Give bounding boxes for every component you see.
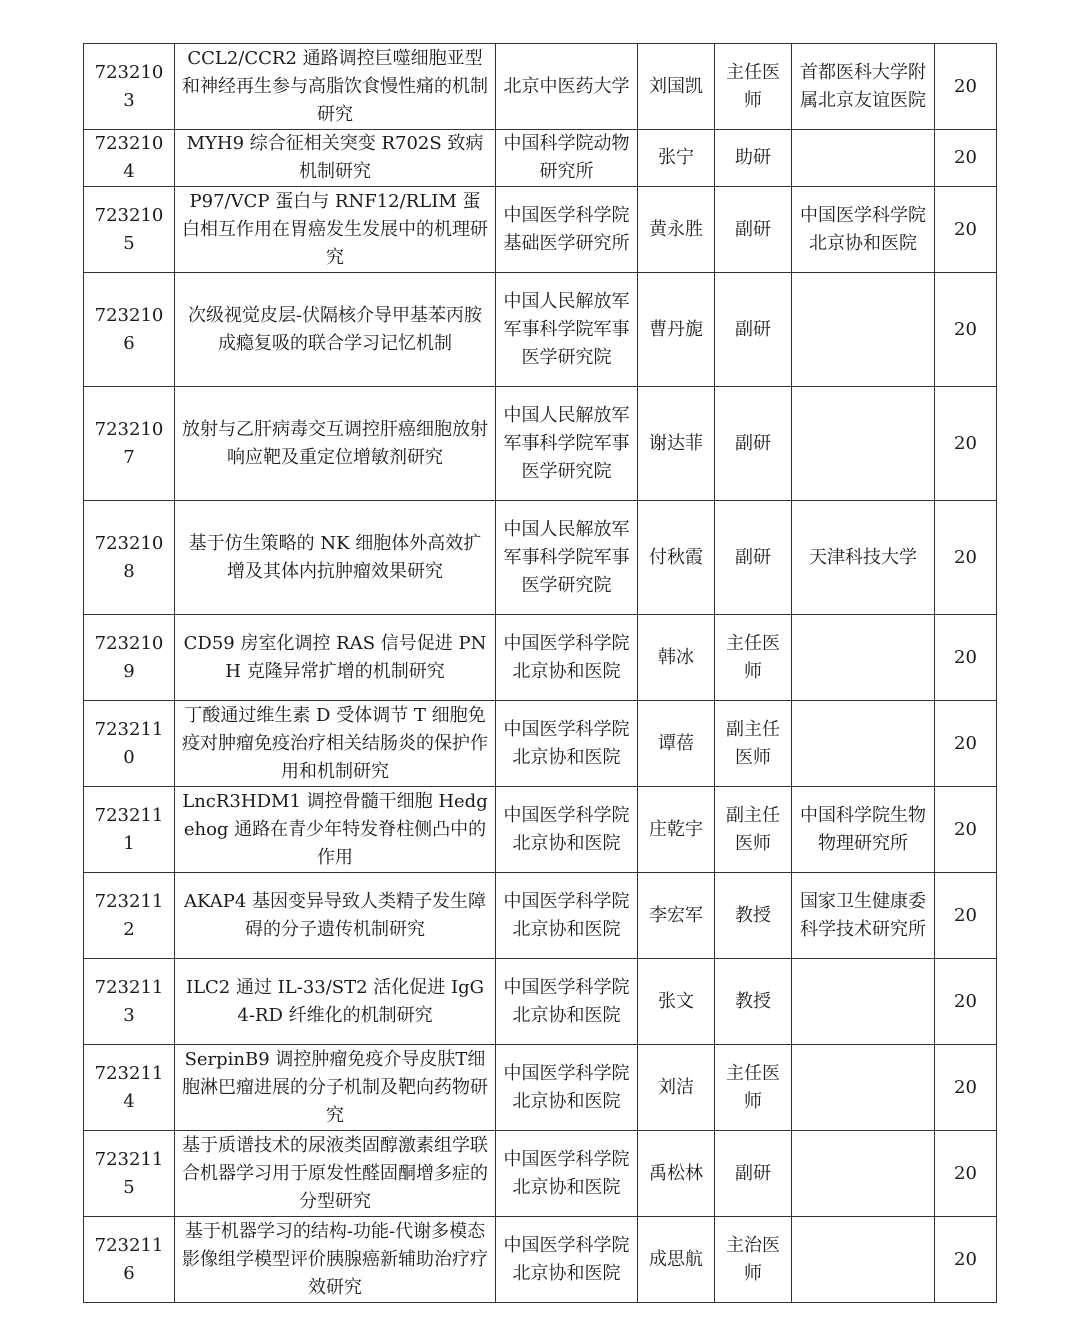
project-id-cell [84,387,175,501]
project-title-cell [175,1131,496,1217]
project-id-cell [84,187,175,273]
job-title: 副研 [735,1162,771,1184]
project-title: LncR3HDM1 调控骨髓干细胞 Hedgehog 通路在青少年特发脊柱侧凸中的作用 [182,790,488,868]
job-title-cell [715,701,792,787]
principal-investigator: 张宁 [658,147,694,168]
project-id: 7232105 [94,204,164,254]
table-row [84,701,997,787]
principal-investigator: 李宏军 [649,904,703,926]
funding-amount: 20 [954,646,977,668]
job-title-cell [715,873,792,959]
job-title: 主任医师 [726,61,780,111]
principal-investigator: 曹丹旎 [649,318,703,340]
institution-cell [496,959,638,1045]
institution: 中国医学科学院基础医学研究所 [503,204,630,254]
project-id-cell [84,44,175,130]
partner-institution-cell [792,387,935,501]
project-title-cell [175,273,496,387]
funding-amount: 20 [954,1162,977,1184]
institution: 中国人民解放军军事科学院军事医学研究院 [503,518,630,596]
partner-institution-cell [792,1045,935,1131]
funding-amount-cell [935,1217,997,1303]
table-row [84,187,997,273]
funding-amount: 20 [954,904,977,926]
project-title: ILC2 通过 IL-33/ST2 活化促进 IgG4-RD 纤维化的机制研究 [185,976,485,1026]
funding-amount: 20 [954,218,977,240]
project-id-cell [84,130,175,187]
project-id-cell [84,701,175,787]
principal-investigator-cell [638,1045,715,1131]
table-row [84,787,997,873]
funding-amount: 20 [954,432,977,454]
principal-investigator-cell [638,787,715,873]
job-title-cell [715,187,792,273]
job-title: 主治医师 [726,1234,780,1284]
partner-institution-cell [792,787,935,873]
funding-amount-cell [935,187,997,273]
job-title-cell [715,273,792,387]
principal-investigator: 黄永胜 [649,218,703,240]
funding-amount-cell [935,44,997,130]
job-title: 教授 [735,990,771,1012]
funding-amount: 20 [954,318,977,340]
table-body [84,44,997,1303]
funding-amount-cell [935,273,997,387]
principal-investigator: 刘洁 [658,1076,694,1098]
institution-cell [496,873,638,959]
institution: 中国人民解放军军事科学院军事医学研究院 [503,290,630,368]
funding-amount: 20 [954,147,977,168]
project-id: 7232112 [94,890,164,940]
project-id: 7232111 [94,804,164,854]
job-title-cell [715,615,792,701]
job-title: 副主任医师 [726,804,780,854]
institution-cell [496,1131,638,1217]
project-id: 7232115 [94,1148,164,1198]
funding-amount: 20 [954,75,977,97]
project-title-cell [175,873,496,959]
funding-amount-cell [935,1131,997,1217]
funding-amount: 20 [954,1076,977,1098]
funding-amount-cell [935,701,997,787]
institution-cell [496,701,638,787]
project-id: 7232108 [94,532,164,582]
job-title: 教授 [735,904,771,926]
institution-cell [496,787,638,873]
principal-investigator: 张文 [658,990,694,1012]
funding-amount: 20 [954,546,977,568]
project-title: 基于仿生策略的 NK 细胞体外高效扩增及其体内抗肿瘤效果研究 [188,532,482,582]
job-title: 主任医师 [726,1062,780,1112]
institution: 北京中医药大学 [503,75,630,97]
project-title-cell [175,615,496,701]
institution-cell [496,387,638,501]
funding-amount-cell [935,387,997,501]
institution: 中国人民解放军军事科学院军事医学研究院 [503,404,630,482]
project-id: 7232106 [94,304,164,354]
project-title-cell [175,1045,496,1131]
principal-investigator-cell [638,501,715,615]
table-row [84,1045,997,1131]
partner-institution-cell [792,273,935,387]
job-title-cell [715,130,792,187]
project-title: AKAP4 基因变异导致人类精子发生障碍的分子遗传机制研究 [184,890,486,940]
institution: 中国医学科学院北京协和医院 [503,1234,630,1284]
project-title-cell [175,130,496,187]
funding-amount: 20 [954,1248,977,1270]
partner-institution-cell [792,44,935,130]
institution: 中国医学科学院北京协和医院 [503,1148,630,1198]
partner-institution-cell [792,615,935,701]
institution-cell [496,1045,638,1131]
project-id: 7232103 [94,61,164,111]
project-id-cell [84,501,175,615]
job-title-cell [715,387,792,501]
partner-institution-cell [792,873,935,959]
project-id-cell [84,787,175,873]
project-id: 7232113 [94,976,164,1026]
project-title-cell [175,787,496,873]
principal-investigator-cell [638,1217,715,1303]
principal-investigator: 谢达菲 [649,432,703,454]
project-title-cell [175,44,496,130]
project-title: 丁酸通过维生素 D 受体调节 T 细胞免疫对肿瘤免疫治疗相关结肠炎的保护作用和机制研究 [182,704,488,782]
job-title-cell [715,44,792,130]
project-id: 7232116 [94,1234,164,1284]
project-title: 基于质谱技术的尿液类固醇激素组学联合机器学习用于原发性醛固酮增多症的分型研究 [182,1134,488,1212]
table-row [84,273,997,387]
project-title: 次级视觉皮层-伏隔核介导甲基苯丙胺成瘾复吸的联合学习记忆机制 [187,304,483,354]
project-title-cell [175,501,496,615]
job-title: 副研 [735,318,771,340]
partner-institution: 中国医学科学院北京协和医院 [800,204,926,254]
principal-investigator: 韩冰 [658,646,694,668]
job-title-cell [715,787,792,873]
table-row [84,130,997,187]
table-row [84,1217,997,1303]
job-title: 副研 [735,218,771,240]
project-id-cell [84,1045,175,1131]
institution: 中国医学科学院北京协和医院 [503,718,630,768]
project-id: 7232107 [94,418,164,468]
project-id-cell [84,615,175,701]
project-id-cell [84,1131,175,1217]
institution: 中国医学科学院北京协和医院 [503,804,630,854]
partner-institution-cell [792,1217,935,1303]
project-id-cell [84,959,175,1045]
project-id: 7232104 [94,133,164,182]
institution: 中国医学科学院北京协和医院 [503,890,630,940]
funding-amount: 20 [954,990,977,1012]
project-title: MYH9 综合征相关突变 R702S 致病机制研究 [186,133,484,182]
project-title-cell [175,1217,496,1303]
project-title-cell [175,387,496,501]
table-row [84,615,997,701]
institution-cell [496,273,638,387]
institution-cell [496,615,638,701]
project-id: 7232114 [94,1062,164,1112]
partner-institution-cell [792,130,935,187]
principal-investigator-cell [638,873,715,959]
project-id-cell [84,1217,175,1303]
job-title: 副研 [735,546,771,568]
funding-amount-cell [935,130,997,187]
principal-investigator-cell [638,701,715,787]
project-id-cell [84,873,175,959]
funding-amount-cell [935,959,997,1045]
job-title-cell [715,1045,792,1131]
job-title: 主任医师 [726,632,780,682]
table-row [84,959,997,1045]
project-id-cell [84,273,175,387]
project-id: 7232110 [94,718,164,768]
institution-cell [496,187,638,273]
institution-cell [496,44,638,130]
job-title: 副主任医师 [726,718,780,768]
job-title: 助研 [735,147,771,168]
project-title: 放射与乙肝病毒交互调控肝癌细胞放射响应靶及重定位增敏剂研究 [182,418,488,468]
partner-institution-cell [792,187,935,273]
principal-investigator: 谭蓓 [658,732,694,754]
project-title: CD59 房室化调控 RAS 信号促进 PNH 克隆异常扩增的机制研究 [183,632,487,682]
project-title-cell [175,187,496,273]
principal-investigator: 庄乾宇 [649,818,703,840]
institution: 中国科学院动物研究所 [503,133,630,182]
institution-cell [496,501,638,615]
principal-investigator-cell [638,1131,715,1217]
partner-institution: 天津科技大学 [809,546,917,568]
partner-institution: 中国科学院生物物理研究所 [800,804,926,854]
principal-investigator-cell [638,387,715,501]
funding-amount: 20 [954,818,977,840]
project-title-cell [175,959,496,1045]
table-row [84,1131,997,1217]
project-title-cell [175,701,496,787]
table-row [84,44,997,130]
project-title: CCL2/CCR2 通路调控巨噬细胞亚型和神经再生参与高脂饮食慢性痛的机制研究 [182,47,488,125]
partner-institution: 国家卫生健康委科学技术研究所 [800,890,926,940]
principal-investigator-cell [638,130,715,187]
table-row [84,501,997,615]
funding-amount-cell [935,615,997,701]
job-title-cell [715,959,792,1045]
principal-investigator: 付秋霞 [649,546,703,568]
funding-amount-cell [935,1045,997,1131]
partner-institution: 首都医科大学附属北京友谊医院 [800,61,926,111]
institution: 中国医学科学院北京协和医院 [503,976,630,1026]
job-title-cell [715,501,792,615]
principal-investigator-cell [638,615,715,701]
principal-investigator-cell [638,187,715,273]
principal-investigator-cell [638,959,715,1045]
project-id: 7232109 [94,632,164,682]
table-row [84,387,997,501]
job-title-cell [715,1217,792,1303]
principal-investigator-cell [638,273,715,387]
principal-investigator: 成思航 [649,1248,703,1270]
partner-institution-cell [792,1131,935,1217]
principal-investigator: 禹松林 [649,1162,703,1184]
principal-investigator: 刘国凯 [649,75,703,97]
institution-cell [496,130,638,187]
institution: 中国医学科学院北京协和医院 [503,1062,630,1112]
principal-investigator-cell [638,44,715,130]
institution-cell [496,1217,638,1303]
funding-amount-cell [935,787,997,873]
project-table [83,43,997,1303]
partner-institution-cell [792,701,935,787]
partner-institution-cell [792,959,935,1045]
table-row [84,873,997,959]
funding-amount: 20 [954,732,977,754]
job-title-cell [715,1131,792,1217]
job-title: 副研 [735,432,771,454]
partner-institution-cell [792,501,935,615]
project-title: P97/VCP 蛋白与 RNF12/RLIM 蛋白相互作用在胃癌发生发展中的机理研究 [182,190,488,268]
project-title: SerpinB9 调控肿瘤免疫介导皮肤T细胞淋巴瘤进展的分子机制及靶向药物研究 [182,1048,488,1126]
institution: 中国医学科学院北京协和医院 [503,632,630,682]
project-title: 基于机器学习的结构-功能-代谢多模态影像组学模型评价胰腺癌新辅助治疗疗效研究 [182,1220,488,1298]
funding-amount-cell [935,501,997,615]
funding-amount-cell [935,873,997,959]
